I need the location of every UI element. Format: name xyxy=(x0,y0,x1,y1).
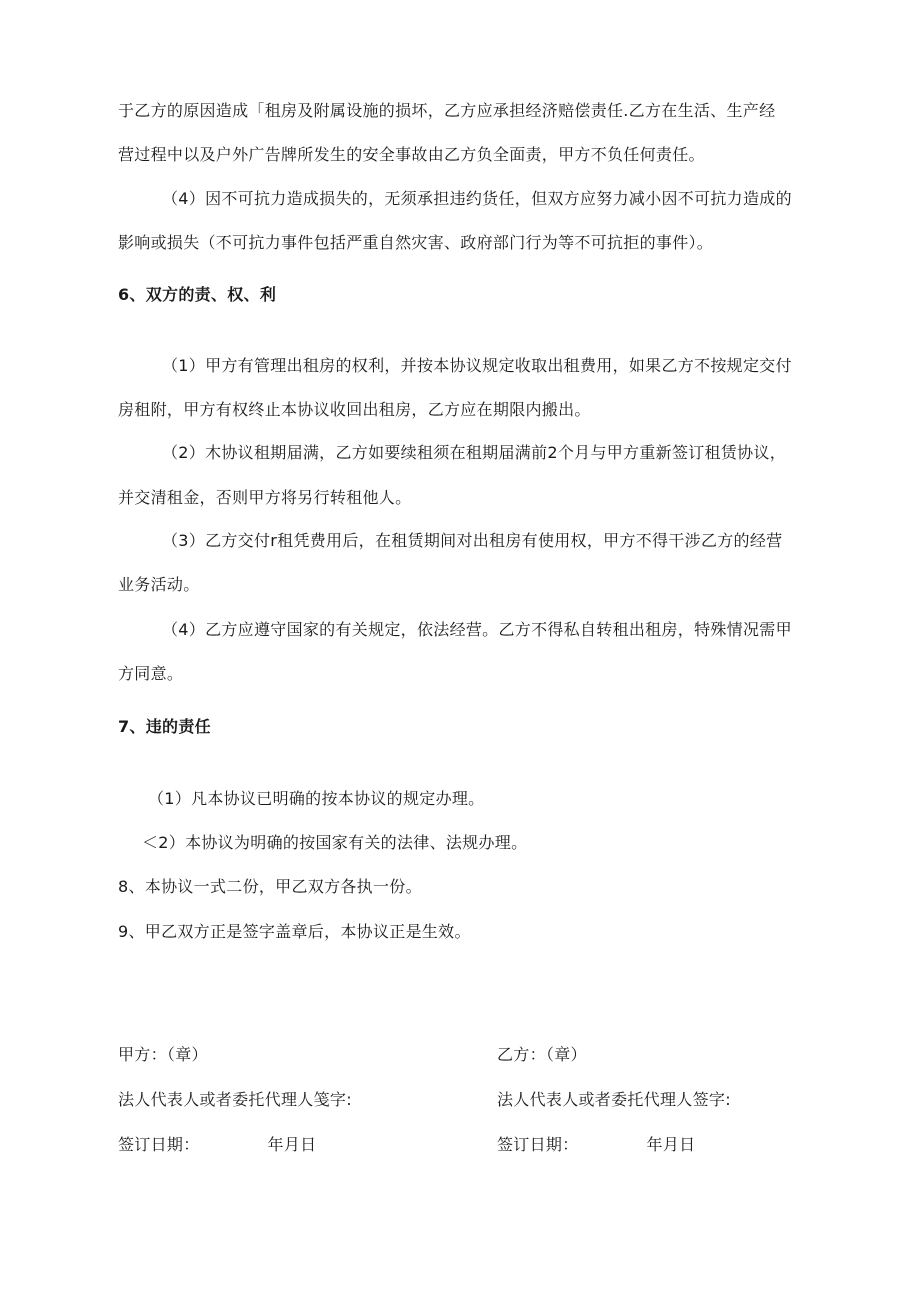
party-a-date-label: 签订日期： xyxy=(118,1135,200,1154)
party-a-rep: 法人代表人或者委托代理人笺字: xyxy=(118,1090,352,1109)
party-a-date xyxy=(118,1135,316,1155)
party-b-date-label: 签订日期： xyxy=(497,1135,579,1154)
party-a-label: 甲方：（章） xyxy=(118,1045,208,1064)
section5-item4-line1: （4）因不可抗力造成损失的，无须承担违约货任，但双方应努力减小因不可抗力造成的 xyxy=(162,189,792,208)
section7-item2: ＜2）本协议为明确的按国家有关的法律、法规办理。 xyxy=(142,833,528,852)
section5-line1: 于乙方的原因造成「租房及附属设施的损坏，乙方应承担经济赔偿责任.乙方在生活、生产经 xyxy=(118,101,776,120)
section6-heading: 6、双方的责、权、利 xyxy=(118,285,277,304)
section5-item4-line2: 影响或损失（不可抗力事件包括严重自然灾害、政府部门行为等不可抗拒的事件）。 xyxy=(118,233,714,252)
section6-item4-line1: （4）乙方应遵守国家的有关规定，依法经营。乙方不得私自转租出租房，特殊情况需甲 xyxy=(162,620,792,639)
section7-heading: 7、违的责任 xyxy=(118,717,211,736)
section7-item1: （1）凡本协议已明确的按本协议的规定办理。 xyxy=(148,789,485,808)
party-b-date-value: 年月日 xyxy=(646,1135,696,1154)
section6-item1-line2: 房租附，甲方有权终止本协议收回出租房，乙方应在期限内搬出。 xyxy=(118,400,591,419)
section6-item3-line1: （3）乙方交付r租凭费用后，在租赁期间对出租房有使用权，甲方不得干涉乙方的经营 xyxy=(162,531,783,550)
section6-item2-line2: 并交清租金，否则甲方将另行转租他人。 xyxy=(118,488,412,507)
section6-item2-line1: （2）木协议租期届满，乙方如要续租须在租期届满前2个月与甲方重新签订租赁协议， xyxy=(162,443,787,462)
party-b-date xyxy=(497,1135,695,1155)
section6-item3-line2: 业务活动。 xyxy=(118,575,200,594)
section5-line2: 营过程中以及户外广告牌所发生的安全事故由乙方负全面责，甲方不负任何责任。 xyxy=(118,145,705,164)
party-b-rep: 法人代表人或者委托代理人签字: xyxy=(497,1090,731,1109)
party-a-date-value: 年月日 xyxy=(267,1135,317,1154)
section6-item1-line1: （1）甲方有管理出租房的权利，并按本协议规定收取出租费用，如果乙方不按规定交付 xyxy=(162,356,792,375)
party-b-label: 乙方：（章） xyxy=(497,1045,587,1064)
section6-item4-line2: 方同意。 xyxy=(118,664,184,683)
clause-8: 8、本协议一式二份，甲乙双方各执一份。 xyxy=(118,877,422,896)
clause-9: 9、甲乙双方正是签字盖章后，本协议正是生效。 xyxy=(118,922,471,941)
